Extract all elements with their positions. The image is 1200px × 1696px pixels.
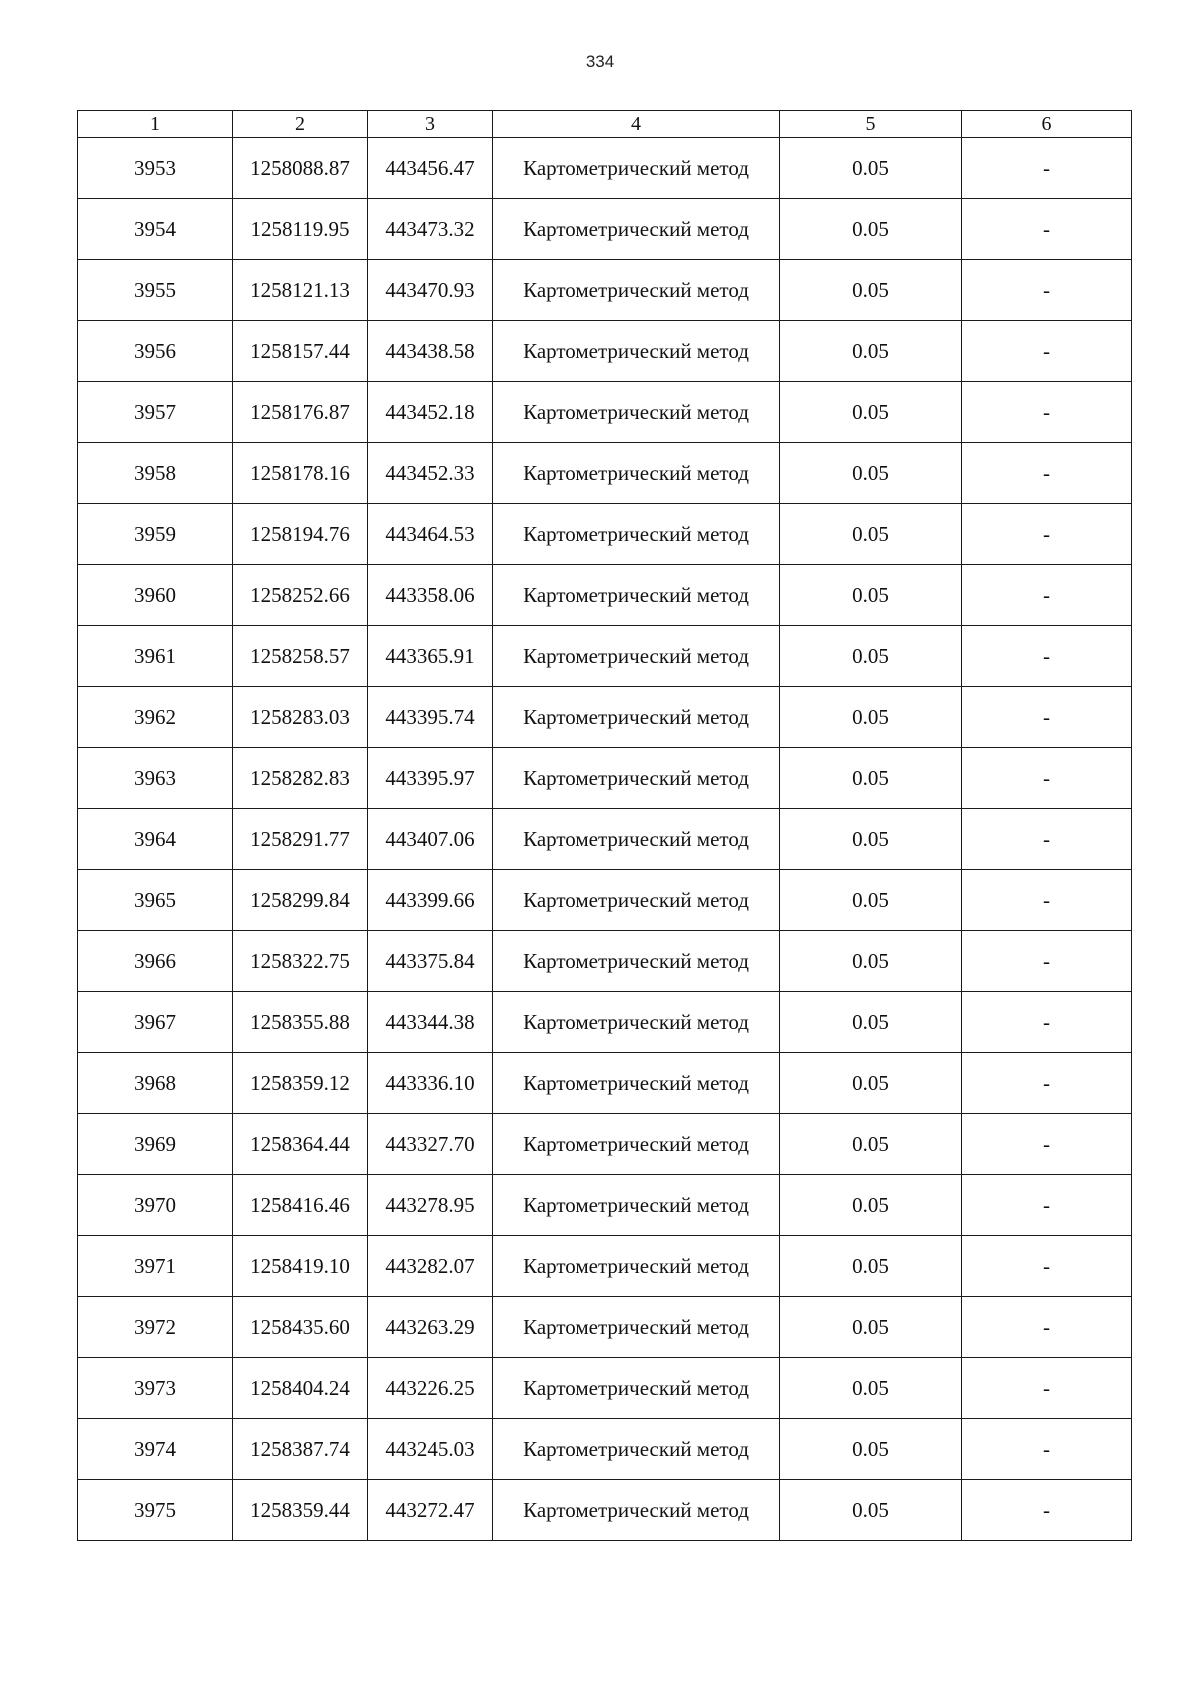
x-coordinate-cell: 1258178.16: [233, 443, 368, 504]
table-row: [78, 626, 1132, 687]
column-header-2: 2: [233, 111, 368, 138]
description-cell: -: [962, 382, 1132, 443]
description-cell: -: [962, 1236, 1132, 1297]
y-coordinate-cell: 443278.95: [368, 1175, 493, 1236]
column-header-6: 6: [962, 111, 1132, 138]
y-coordinate-cell: 443438.58: [368, 321, 493, 382]
point-number-cell: 3957: [78, 382, 233, 443]
precision-cell: 0.05: [780, 321, 962, 382]
x-coordinate-cell: 1258194.76: [233, 504, 368, 565]
precision-cell: 0.05: [780, 931, 962, 992]
y-coordinate-cell: 443452.33: [368, 443, 493, 504]
x-coordinate-cell: 1258176.87: [233, 382, 368, 443]
precision-cell: 0.05: [780, 626, 962, 687]
method-cell: Картометрический метод: [493, 138, 780, 199]
table-row: [78, 260, 1132, 321]
point-number-cell: 3953: [78, 138, 233, 199]
y-coordinate-cell: 443399.66: [368, 870, 493, 931]
x-coordinate-cell: 1258121.13: [233, 260, 368, 321]
point-number-cell: 3969: [78, 1114, 233, 1175]
column-header-4: 4: [493, 111, 780, 138]
description-cell: -: [962, 626, 1132, 687]
y-coordinate-cell: 443226.25: [368, 1358, 493, 1419]
description-cell: -: [962, 199, 1132, 260]
y-coordinate-cell: 443375.84: [368, 931, 493, 992]
point-number-cell: 3959: [78, 504, 233, 565]
precision-cell: 0.05: [780, 1053, 962, 1114]
y-coordinate-cell: 443473.32: [368, 199, 493, 260]
method-cell: Картометрический метод: [493, 1419, 780, 1480]
precision-cell: 0.05: [780, 1175, 962, 1236]
x-coordinate-cell: 1258291.77: [233, 809, 368, 870]
method-cell: Картометрический метод: [493, 809, 780, 870]
column-header-3: 3: [368, 111, 493, 138]
table-row: [78, 1175, 1132, 1236]
table-row: [78, 1297, 1132, 1358]
method-cell: Картометрический метод: [493, 1358, 780, 1419]
point-number-cell: 3956: [78, 321, 233, 382]
table-body: [78, 138, 1132, 1541]
method-cell: Картометрический метод: [493, 382, 780, 443]
method-cell: Картометрический метод: [493, 992, 780, 1053]
y-coordinate-cell: 443452.18: [368, 382, 493, 443]
method-cell: Картометрический метод: [493, 443, 780, 504]
method-cell: Картометрический метод: [493, 1053, 780, 1114]
x-coordinate-cell: 1258364.44: [233, 1114, 368, 1175]
precision-cell: 0.05: [780, 1480, 962, 1541]
y-coordinate-cell: 443336.10: [368, 1053, 493, 1114]
x-coordinate-cell: 1258119.95: [233, 199, 368, 260]
table-row: [78, 1114, 1132, 1175]
point-number-cell: 3965: [78, 870, 233, 931]
table-row: [78, 809, 1132, 870]
coordinates-table: [77, 110, 1132, 1541]
precision-cell: 0.05: [780, 504, 962, 565]
y-coordinate-cell: 443395.74: [368, 687, 493, 748]
y-coordinate-cell: 443358.06: [368, 565, 493, 626]
point-number-cell: 3971: [78, 1236, 233, 1297]
method-cell: Картометрический метод: [493, 748, 780, 809]
method-cell: Картометрический метод: [493, 626, 780, 687]
point-number-cell: 3964: [78, 809, 233, 870]
x-coordinate-cell: 1258252.66: [233, 565, 368, 626]
x-coordinate-cell: 1258322.75: [233, 931, 368, 992]
description-cell: -: [962, 809, 1132, 870]
point-number-cell: 3967: [78, 992, 233, 1053]
description-cell: -: [962, 870, 1132, 931]
precision-cell: 0.05: [780, 1297, 962, 1358]
table-row: [78, 748, 1132, 809]
precision-cell: 0.05: [780, 870, 962, 931]
table-row: [78, 1419, 1132, 1480]
description-cell: -: [962, 1358, 1132, 1419]
x-coordinate-cell: 1258283.03: [233, 687, 368, 748]
method-cell: Картометрический метод: [493, 1236, 780, 1297]
y-coordinate-cell: 443470.93: [368, 260, 493, 321]
table-row: [78, 504, 1132, 565]
y-coordinate-cell: 443456.47: [368, 138, 493, 199]
precision-cell: 0.05: [780, 199, 962, 260]
description-cell: -: [962, 565, 1132, 626]
point-number-cell: 3968: [78, 1053, 233, 1114]
method-cell: Картометрический метод: [493, 870, 780, 931]
precision-cell: 0.05: [780, 809, 962, 870]
x-coordinate-cell: 1258299.84: [233, 870, 368, 931]
table-row: [78, 1053, 1132, 1114]
point-number-cell: 3960: [78, 565, 233, 626]
x-coordinate-cell: 1258404.24: [233, 1358, 368, 1419]
precision-cell: 0.05: [780, 1419, 962, 1480]
method-cell: Картометрический метод: [493, 1297, 780, 1358]
description-cell: -: [962, 992, 1132, 1053]
precision-cell: 0.05: [780, 443, 962, 504]
point-number-cell: 3955: [78, 260, 233, 321]
method-cell: Картометрический метод: [493, 931, 780, 992]
table-row: [78, 1480, 1132, 1541]
y-coordinate-cell: 443365.91: [368, 626, 493, 687]
point-number-cell: 3975: [78, 1480, 233, 1541]
x-coordinate-cell: 1258359.12: [233, 1053, 368, 1114]
table-row: [78, 870, 1132, 931]
y-coordinate-cell: 443395.97: [368, 748, 493, 809]
column-header-1: 1: [78, 111, 233, 138]
point-number-cell: 3966: [78, 931, 233, 992]
page-number: 334: [585, 52, 615, 71]
table-row: [78, 321, 1132, 382]
method-cell: Картометрический метод: [493, 687, 780, 748]
point-number-cell: 3973: [78, 1358, 233, 1419]
point-number-cell: 3970: [78, 1175, 233, 1236]
method-cell: Картометрический метод: [493, 1480, 780, 1541]
point-number-cell: 3961: [78, 626, 233, 687]
point-number-cell: 3963: [78, 748, 233, 809]
precision-cell: 0.05: [780, 1358, 962, 1419]
description-cell: -: [962, 1419, 1132, 1480]
point-number-cell: 3972: [78, 1297, 233, 1358]
y-coordinate-cell: 443245.03: [368, 1419, 493, 1480]
table-row: [78, 931, 1132, 992]
x-coordinate-cell: 1258359.44: [233, 1480, 368, 1541]
description-cell: -: [962, 1297, 1132, 1358]
description-cell: -: [962, 1114, 1132, 1175]
x-coordinate-cell: 1258435.60: [233, 1297, 368, 1358]
point-number-cell: 3974: [78, 1419, 233, 1480]
table-row: [78, 138, 1132, 199]
y-coordinate-cell: 443263.29: [368, 1297, 493, 1358]
x-coordinate-cell: 1258419.10: [233, 1236, 368, 1297]
method-cell: Картометрический метод: [493, 1175, 780, 1236]
x-coordinate-cell: 1258258.57: [233, 626, 368, 687]
header-row: [78, 111, 1132, 138]
precision-cell: 0.05: [780, 1236, 962, 1297]
description-cell: -: [962, 260, 1132, 321]
method-cell: Картометрический метод: [493, 504, 780, 565]
x-coordinate-cell: 1258088.87: [233, 138, 368, 199]
x-coordinate-cell: 1258416.46: [233, 1175, 368, 1236]
method-cell: Картометрический метод: [493, 565, 780, 626]
method-cell: Картометрический метод: [493, 199, 780, 260]
y-coordinate-cell: 443282.07: [368, 1236, 493, 1297]
table-row: [78, 382, 1132, 443]
precision-cell: 0.05: [780, 260, 962, 321]
table-row: [78, 565, 1132, 626]
precision-cell: 0.05: [780, 138, 962, 199]
x-coordinate-cell: 1258355.88: [233, 992, 368, 1053]
y-coordinate-cell: 443272.47: [368, 1480, 493, 1541]
description-cell: -: [962, 748, 1132, 809]
precision-cell: 0.05: [780, 382, 962, 443]
point-number-cell: 3958: [78, 443, 233, 504]
precision-cell: 0.05: [780, 687, 962, 748]
description-cell: -: [962, 321, 1132, 382]
point-number-cell: 3962: [78, 687, 233, 748]
description-cell: -: [962, 1480, 1132, 1541]
method-cell: Картометрический метод: [493, 1114, 780, 1175]
description-cell: -: [962, 687, 1132, 748]
table-row: [78, 1236, 1132, 1297]
precision-cell: 0.05: [780, 992, 962, 1053]
point-number-cell: 3954: [78, 199, 233, 260]
y-coordinate-cell: 443344.38: [368, 992, 493, 1053]
table-row: [78, 1358, 1132, 1419]
y-coordinate-cell: 443407.06: [368, 809, 493, 870]
description-cell: -: [962, 931, 1132, 992]
description-cell: -: [962, 1175, 1132, 1236]
table-header: [78, 111, 1132, 138]
precision-cell: 0.05: [780, 1114, 962, 1175]
x-coordinate-cell: 1258157.44: [233, 321, 368, 382]
method-cell: Картометрический метод: [493, 260, 780, 321]
description-cell: -: [962, 1053, 1132, 1114]
precision-cell: 0.05: [780, 748, 962, 809]
method-cell: Картометрический метод: [493, 321, 780, 382]
table-row: [78, 992, 1132, 1053]
description-cell: -: [962, 443, 1132, 504]
table-row: [78, 443, 1132, 504]
y-coordinate-cell: 443327.70: [368, 1114, 493, 1175]
description-cell: -: [962, 138, 1132, 199]
description-cell: -: [962, 504, 1132, 565]
x-coordinate-cell: 1258282.83: [233, 748, 368, 809]
x-coordinate-cell: 1258387.74: [233, 1419, 368, 1480]
column-header-5: 5: [780, 111, 962, 138]
table-row: [78, 199, 1132, 260]
precision-cell: 0.05: [780, 565, 962, 626]
y-coordinate-cell: 443464.53: [368, 504, 493, 565]
table-row: [78, 687, 1132, 748]
